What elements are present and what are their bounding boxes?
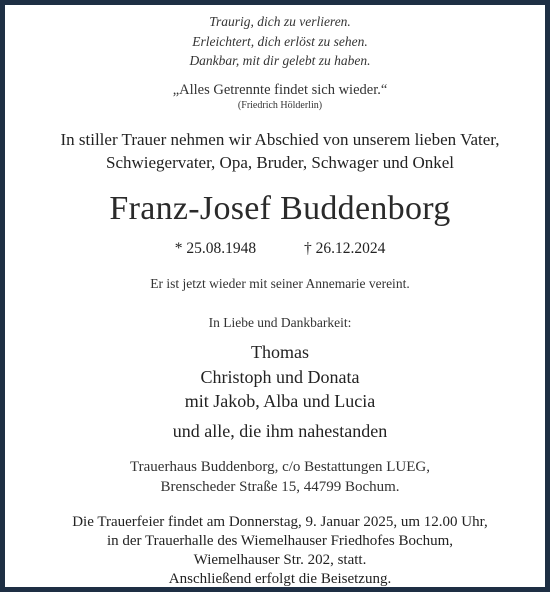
deceased-name: Franz-Josef Buddenborg	[109, 190, 451, 227]
ceremony-line-1: Die Trauerfeier findet am Donnerstag, 9. Januar 2025, um 12.00 Uhr,	[72, 514, 488, 530]
ceremony-line-2: in der Trauerhalle des Wiemelhauser Friedhofes Bochum,	[106, 533, 454, 549]
intro-line-1: In stiller Trauer nehmen wir Abschied von unserem lieben Vater,	[60, 130, 500, 149]
poem-line-1: Traurig, dich zu verlieren.	[209, 14, 351, 29]
family-line-1: Thomas	[251, 342, 309, 362]
birth-date: * 25.08.1948	[174, 240, 257, 257]
ceremony-line-4: Anschließend erfolgt die Beisetzung.	[168, 571, 392, 587]
family-line-4: und alle, die ihm nahestanden	[172, 421, 388, 441]
intro-line-2: Schwiegervater, Opa, Bruder, Schwager und Onkel	[106, 153, 454, 172]
ceremony-line-3: Wiemelhauser Str. 202, statt.	[193, 552, 367, 568]
quote-text: „Alles Getrennte findet sich wieder.“	[172, 82, 388, 98]
poem-line-2: Erleichtert, dich erlöst zu sehen.	[192, 34, 368, 49]
obituary-content	[10, 10, 550, 592]
address-line-2: Brenscheder Straße 15, 44799 Bochum.	[160, 479, 400, 495]
reunion-text: Er ist jetzt wieder mit seiner Annemarie vereint.	[150, 276, 410, 291]
address-line-1: Trauerhaus Buddenborg, c/o Bestattungen LUEG,	[130, 459, 430, 475]
death-date: † 26.12.2024	[303, 240, 386, 257]
dates-row	[10, 240, 550, 258]
family-line-3: mit Jakob, Alba und Lucia	[184, 391, 376, 411]
gratitude-text: In Liebe und Dankbarkeit:	[208, 315, 352, 330]
family-line-2: Christoph und Donata	[200, 367, 360, 387]
poem-line-3: Dankbar, mit dir gelebt zu haben.	[189, 53, 371, 68]
quote-author: (Friedrich Hölderlin)	[237, 100, 323, 111]
